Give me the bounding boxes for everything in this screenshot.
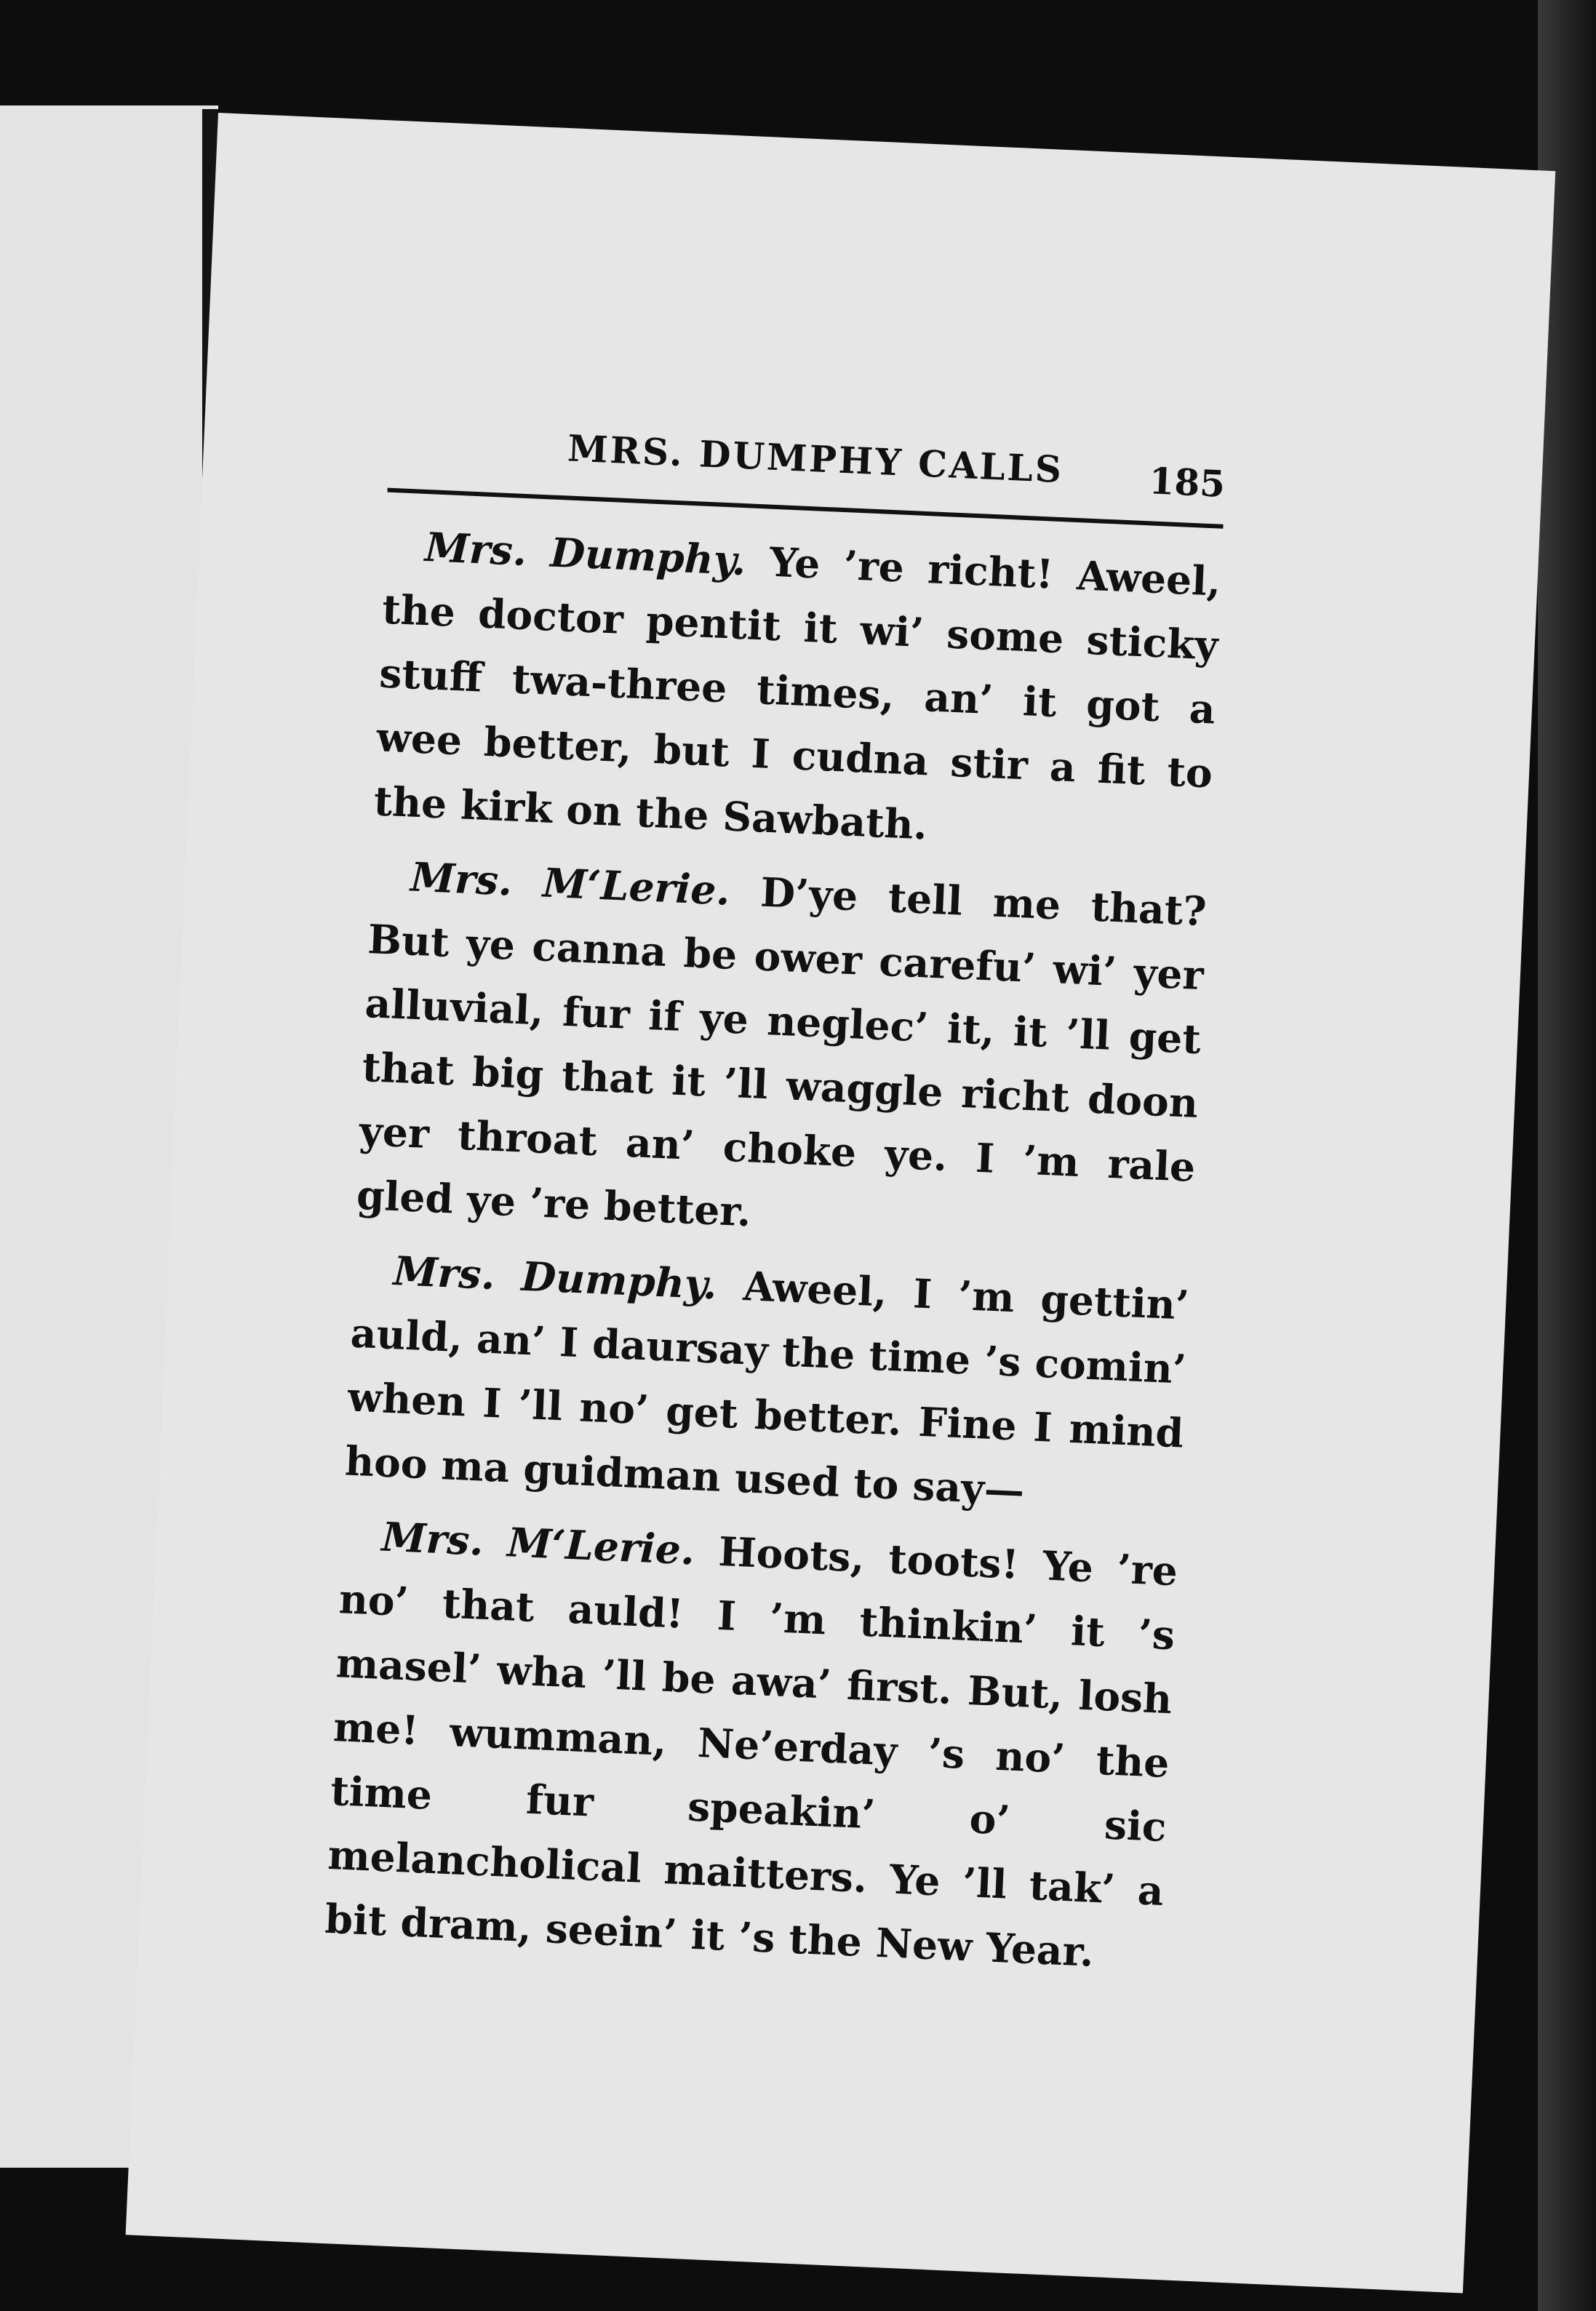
dialogue-text: Hoots, toots! Ye ’re no’ that auld! I ’m thinkin’ it ’s masel’ wha ’ll be awa’ first. But, losh me! wumman, Ne’erday ’s no’ the time fur speakin’ o’ sic melancholical maitters. Ye ’ll tak’ a bit dram, seein’ it ’s the New Year.	[324, 1526, 1179, 1976]
speaker-name: Mrs. Dumphy.	[392, 1247, 719, 1309]
body-text	[323, 514, 1222, 1997]
speaker-name: Mrs. Dumphy.	[423, 522, 747, 585]
paragraph	[324, 1503, 1179, 1987]
dialogue-text: D’ye tell me that? But ye canna be ower carefu’ wi’ yer alluvial, fur if ye neglec’ it, it ’ll get that big that it ’ll waggle richt doon yer throat an’ choke ye. I ’m rale gled ye ’re better.	[355, 866, 1208, 1236]
speaker-name: Mrs. M‘Lerie.	[410, 853, 732, 914]
dialogue-text: Aweel, I ’m gettin’ auld, an’ I daursay the time ’s comin’ when I ’ll no’ get better. Fine I mind hoo ma guidman used to say—	[343, 1261, 1191, 1514]
page-number: 185	[1148, 459, 1226, 506]
book-page	[126, 113, 1556, 2293]
speaker-name: Mrs. M‘Lerie.	[380, 1512, 696, 1574]
page-header	[388, 419, 1226, 521]
dialogue-text: Ye ’re richt! Aweel, the doctor pentit it wi’ some sticky stuff twa-three times, an’ it got a wee better, but I cudna stir a fit to the kirk on the Sawbath.	[372, 537, 1222, 849]
paragraph	[372, 514, 1222, 870]
paragraph	[355, 843, 1208, 1264]
running-head: MRS. DUMPHY CALLS	[567, 426, 1065, 492]
paragraph	[343, 1237, 1190, 1530]
